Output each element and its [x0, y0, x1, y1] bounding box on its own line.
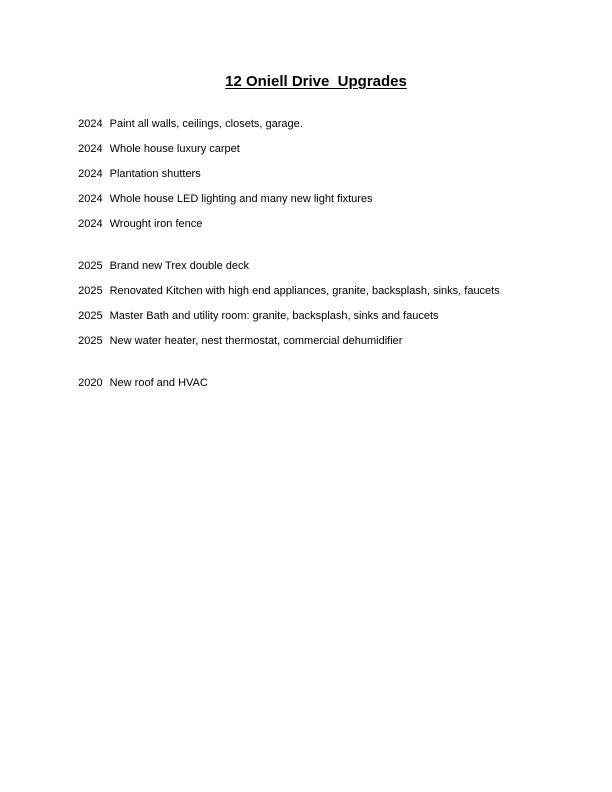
upgrade-year: 2024 [78, 218, 103, 230]
upgrade-year: 2025 [78, 335, 103, 347]
upgrade-year: 2024 [78, 193, 103, 205]
upgrade-item [72, 270, 500, 298]
upgrade-year: 2025 [78, 285, 103, 297]
upgrade-item [72, 103, 303, 131]
upgrade-item [72, 320, 402, 348]
upgrade-description: Whole house luxury carpet [109, 143, 240, 155]
upgrade-item [72, 178, 373, 206]
upgrade-year: 2024 [78, 143, 103, 155]
upgrade-description: Renovated Kitchen with high end appliances, granite, backsplash, sinks, faucets [109, 285, 500, 297]
upgrade-item [72, 362, 208, 390]
upgrade-item [72, 203, 202, 231]
upgrade-year: 2025 [78, 310, 103, 322]
upgrade-year: 2024 [78, 168, 103, 180]
upgrade-year: 2020 [78, 377, 103, 389]
upgrade-description: Paint all walls, ceilings, closets, garage. [109, 118, 303, 130]
upgrade-description: Whole house LED lighting and many new light fixtures [109, 193, 373, 205]
upgrade-description: Master Bath and utility room: granite, backsplash, sinks and faucets [109, 310, 439, 322]
upgrade-item [72, 153, 201, 181]
upgrade-description: Wrought iron fence [109, 218, 203, 230]
upgrade-item [72, 245, 249, 273]
upgrade-item [72, 295, 439, 323]
page-title: 12 Oniell Drive Upgrades [225, 73, 407, 90]
upgrade-year: 2025 [78, 260, 103, 272]
upgrade-description: New water heater, nest thermostat, commercial dehumidifier [109, 335, 403, 347]
upgrade-year: 2024 [78, 118, 103, 130]
upgrade-description: Brand new Trex double deck [109, 260, 250, 272]
upgrade-description: Plantation shutters [109, 168, 201, 180]
upgrade-description: New roof and HVAC [109, 377, 208, 389]
upgrade-item [72, 128, 240, 156]
